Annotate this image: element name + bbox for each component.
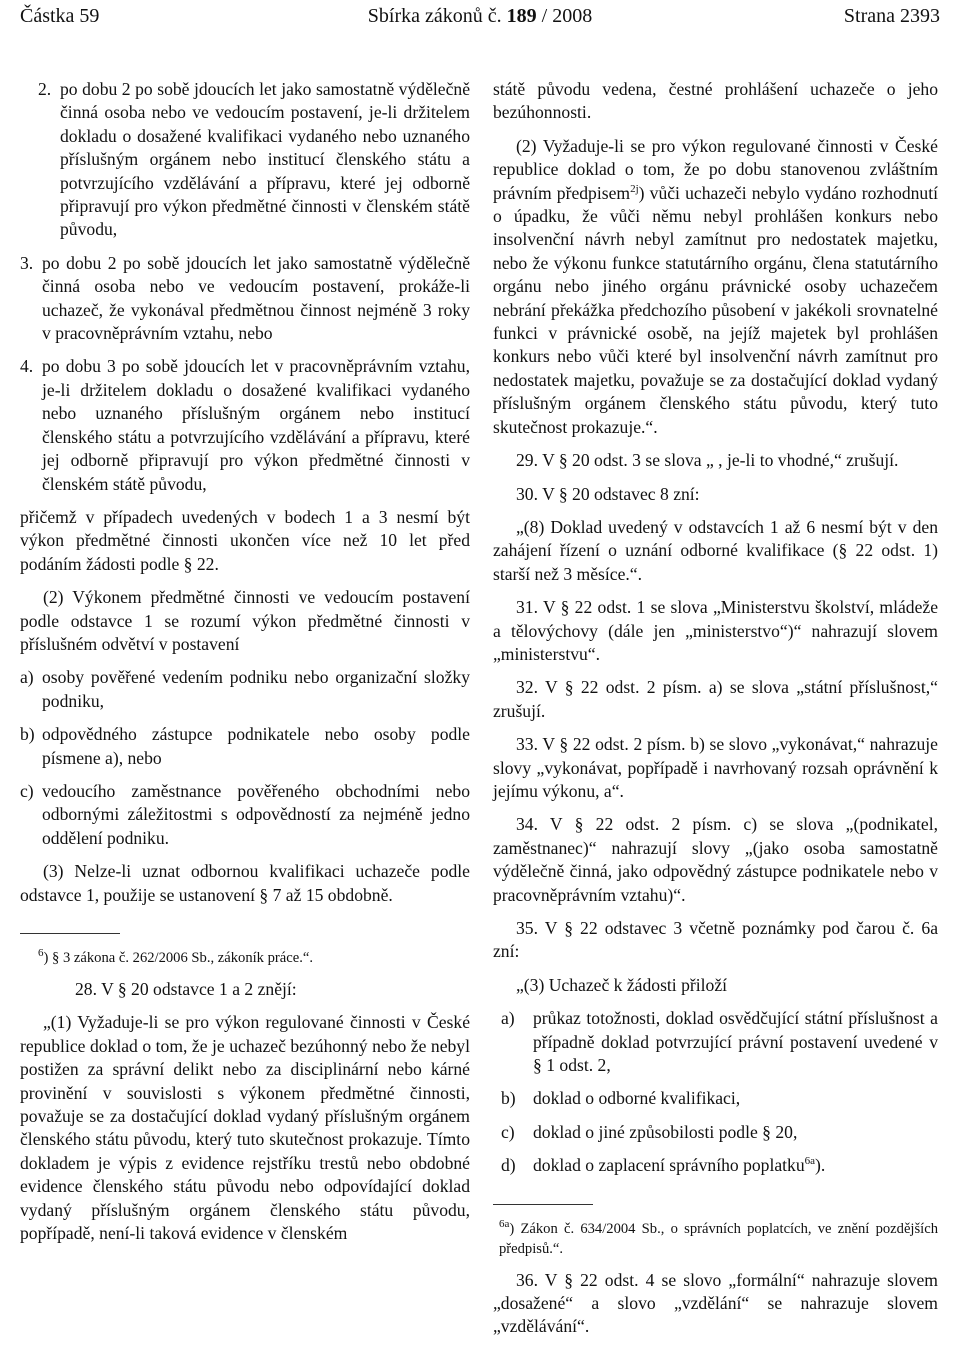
header-collection-number: 189 bbox=[506, 5, 537, 27]
footnote-reference: 2j bbox=[630, 182, 639, 195]
list-item bbox=[493, 1007, 938, 1077]
item-letter: b) bbox=[501, 1088, 516, 1109]
point-35-heading: 35. V § 22 odstavec 3 včetně poznámky pod čarou č. 6a zní: bbox=[493, 918, 938, 962]
item-number: 2. bbox=[38, 79, 52, 99]
point-33: 33. V § 22 odst. 2 písm. b) se slovo „vykonávat,“ nahrazuje slovy „vykonávat, popřípadě i navrhovaný rozsah oprávnění k jejímu výkonu, a“. bbox=[493, 734, 938, 801]
list-item bbox=[20, 252, 470, 346]
point-35-intro: „(3) Uchazeč k žádosti přiloží bbox=[516, 974, 728, 995]
point-34: 34. V § 22 odst. 2 písm. c) se slova „(podnikatel, zaměstnanec)“ nahrazují slovy „(jako osoba samostatně výdělečně činná, jako odpovědný zástupce podnikatele nebo v pracovněprávním vztahu)“. bbox=[493, 814, 938, 905]
header-collection-year: / 2008 bbox=[541, 5, 593, 27]
paragraph-3: (3) Nelze-li uznat odbornou kvalifikaci uchazeče podle odstavce 1, použije se ustanovení § 7 až 15 obdobně. bbox=[20, 861, 470, 905]
paragraph-text: (2) Vyžaduje-li se pro výkon regulované činnosti v České republice doklad o tom, že po dobu stanovenou zvláštním právním předpisem bbox=[493, 135, 938, 203]
footnote-reference: 6a bbox=[804, 1155, 816, 1168]
item-letter: c) bbox=[20, 780, 34, 801]
paragraph-2 bbox=[493, 135, 938, 439]
item-text: osoby pověřené vedením podniku nebo organizační složky podniku, bbox=[42, 667, 470, 711]
item-number: 4. bbox=[20, 356, 34, 377]
item-letter: c) bbox=[501, 1121, 515, 1142]
list-item bbox=[493, 1087, 938, 1110]
item-letter: a) bbox=[501, 1008, 515, 1029]
right-column bbox=[493, 78, 938, 1349]
item-text: vedoucího zaměstnance pověřeného obchodními nebo odbornými záležitostmi s odpovědností za nejméně jedno oddělení podniku. bbox=[42, 780, 470, 848]
header-collection-label: Sbírka zákonů č. bbox=[367, 5, 502, 27]
continuation-text: státě původu vedena, čestné prohlášení uchazeče o jeho bezúhonnosti. bbox=[493, 79, 938, 123]
left-column bbox=[20, 78, 470, 1255]
footnote-text: ) Zákon č. 634/2004 Sb., o správních poplatcích, ve znění pozdějších předpisů.“. bbox=[499, 1220, 938, 1257]
point-28-text: „(1) Vyžaduje-li se pro výkon regulované činnosti v České republice doklad o tom, že je uchazeč bezúhonný nebo že nebyl postižen za správní delikt nebo za disciplinární nebo kárné provinění v souvislosti s výkonem předmětné činnosti, považuje se za dostačující doklad vydaný příslušným orgánem členského státu původu, který tuto skutečnost prokazuje. Tímto dokladem je výpis z evidence rejstříku trestů nebo obdobné evidence členského státu původu nebo odpovídající doklad vydaný příslušným orgánem členského státu původu, popřípadě, není-li taková evidence v členském bbox=[20, 1012, 470, 1244]
page-header bbox=[20, 2, 940, 32]
item-text: doklad o zaplacení správního poplatku bbox=[533, 1155, 805, 1176]
item-text: po dobu 2 po sobě jdoucích let jako samostatně výdělečně činná osoba nebo ve vedoucím postavení, prokáže-li uchazeč, že vykonával předmětnou činnost nejméně 3 roky v pracovněprávním vztahu, nebo bbox=[42, 252, 470, 344]
header-collection bbox=[368, 2, 592, 30]
header-part: Částka 59 bbox=[20, 5, 100, 27]
point-32: 32. V § 22 odst. 2 písm. a) se slova „státní příslušnost,“ zrušují. bbox=[493, 677, 938, 721]
footnote-divider bbox=[20, 933, 120, 934]
point-36: 36. V § 22 odst. 4 se slovo „formální“ nahrazuje slovem „dosažené“ a slovo „vzdělání“ se nahrazuje slovem „vzdělávání“. bbox=[493, 1269, 938, 1337]
footnote-mark: 6a bbox=[499, 1217, 510, 1230]
list-item bbox=[493, 1154, 938, 1177]
item-text: doklad o jiné způsobilosti podle § 20, bbox=[533, 1121, 798, 1142]
list-item bbox=[20, 355, 470, 495]
header-page-number: Strana 2393 bbox=[843, 5, 940, 27]
list-item bbox=[20, 666, 470, 713]
paragraph-text: ) vůči uchazeči nebylo vydáno rozhodnutí o úpadku, že vůči němu nebyl prohlášen konkurs nebo insolvenční návrh nebyl zamítnut pro nedostatek majetku, nebo že výkonu funkce statutárního orgánu, člena statutárního orgánu nebo jiného orgánu právnické osoby uchazečem nebrání překážka předchozího působení v jakékoli srovnatelné funkci v právnické osobě, na jejíž majetek byl prohlášen konkurs nebo vůči které byl insolvenční návrh zamítnut pro nedostatek majetku, považuje se za dostačující doklad vydaný příslušným orgánem členského státu původu, který tuto skutečnost prokazuje.“. bbox=[493, 182, 938, 437]
list-item bbox=[38, 78, 470, 242]
point-31: 31. V § 22 odst. 1 se slova „Ministerstvu školství, mládeže a tělovýchovy (dále jen „ministerstvo“)“ nahrazují slovem „ministerstvu“. bbox=[493, 597, 938, 664]
item-number: 3. bbox=[20, 252, 34, 273]
list-item bbox=[493, 1121, 938, 1144]
item-text: průkaz totožnosti, doklad osvědčující státní příslušnost a případně doklad potvrzující právní postavení uvedené v § 1 odst. 2, bbox=[533, 1008, 938, 1076]
closing-paragraph: přičemž v případech uvedených v bodech 1 a 3 nesmí být výkon předmětné činnosti ukončen více než 10 let před podáním žádosti podle § 22. bbox=[20, 506, 470, 574]
item-letter: a) bbox=[20, 667, 34, 688]
item-text: po dobu 3 po sobě jdoucích let v pracovněprávním vztahu, je-li držitelem dokladu o dosažené kvalifikaci vydaného nebo uznaného příslušným orgánem nebo institucí členského státu a potvrzujícího vzdělávání a přípravu, které jej odborně připravují pro výkon předmětné činnosti v členském státě původu, bbox=[42, 356, 470, 494]
item-text: doklad o odborné kvalifikaci, bbox=[533, 1088, 741, 1109]
point-28-heading: 28. V § 20 odstavce 1 a 2 znějí: bbox=[75, 979, 297, 999]
footnote bbox=[20, 948, 470, 968]
list-item bbox=[20, 780, 470, 850]
item-text: po dobu 2 po sobě jdoucích let jako samostatně výdělečně činná osoba nebo ve vedoucím postavení, je-li držitelem dokladu o dosažené kvalifikaci vydaného nebo uznaného příslušným orgánem nebo institucí členského státu a potvrzujícího vzdělávání a přípravu, které jej odborně připravují pro výkon předmětné činnosti v členském státě původu, bbox=[60, 79, 470, 240]
point-29: 29. V § 20 odst. 3 se slova „ , je-li to vhodné,“ zrušují. bbox=[516, 450, 899, 471]
item-text-end: ). bbox=[815, 1155, 826, 1176]
footnote-divider bbox=[493, 1204, 593, 1205]
item-text: odpovědného zástupce podnikatele nebo osoby podle písmene a), nebo bbox=[42, 724, 470, 768]
point-30-text: „(8) Doklad uvedený v odstavcích 1 až 6 nesmí být v den zahájení řízení o uznání odborné kvalifikace (§ 22 odst. 1) starší než 3 měsíce.“. bbox=[493, 516, 938, 584]
footnote-mark: 6 bbox=[38, 947, 44, 960]
footnote bbox=[493, 1219, 938, 1259]
item-letter: d) bbox=[501, 1155, 516, 1176]
paragraph-2: (2) Výkonem předmětné činnosti ve vedoucím postavení podle odstavce 1 se rozumí výkon předmětné činnosti v příslušném odvětví v postavení bbox=[20, 587, 470, 654]
footnote-text: ) § 3 zákona č. 262/2006 Sb., zákoník práce.“. bbox=[43, 950, 313, 966]
list-item bbox=[20, 723, 470, 770]
item-letter: b) bbox=[20, 724, 35, 745]
point-30-heading: 30. V § 20 odstavec 8 zní: bbox=[516, 483, 700, 504]
